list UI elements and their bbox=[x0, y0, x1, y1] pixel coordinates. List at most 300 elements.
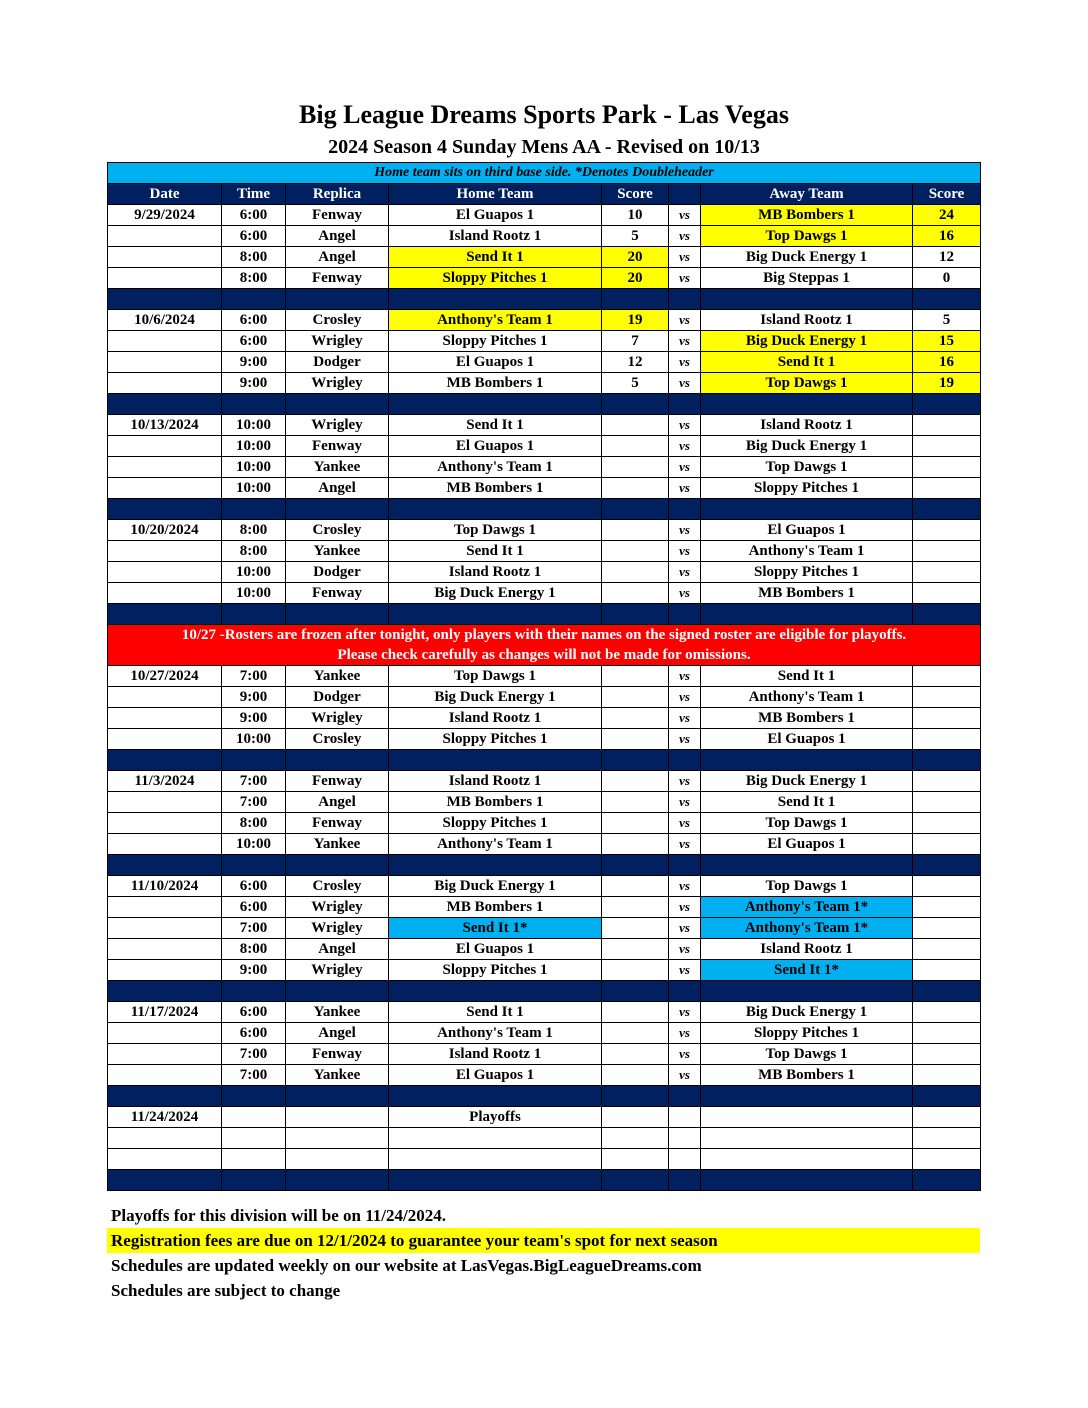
home-team: Sloppy Pitches 1 bbox=[389, 268, 602, 289]
away-team: Anthony's Team 1* bbox=[701, 918, 913, 939]
replica-field bbox=[286, 1107, 389, 1128]
game-date bbox=[108, 708, 222, 729]
vs-label: vs bbox=[669, 310, 701, 331]
separator-cell bbox=[286, 981, 389, 1002]
game-time: 9:00 bbox=[222, 352, 286, 373]
away-team: MB Bombers 1 bbox=[701, 205, 913, 226]
replica-field: Yankee bbox=[286, 834, 389, 855]
vs-label: vs bbox=[669, 583, 701, 604]
separator-cell bbox=[669, 499, 701, 520]
game-time: 9:00 bbox=[222, 687, 286, 708]
vs-label: vs bbox=[669, 268, 701, 289]
away-score bbox=[913, 1128, 981, 1149]
home-team: Send It 1 bbox=[389, 247, 602, 268]
home-team bbox=[389, 1128, 602, 1149]
page-title: Big League Dreams Sports Park - Las Vegas bbox=[299, 100, 789, 129]
away-team: MB Bombers 1 bbox=[701, 1065, 913, 1086]
game-row bbox=[108, 1002, 981, 1023]
game-row bbox=[108, 541, 981, 562]
game-time: 10:00 bbox=[222, 415, 286, 436]
home-team: Sloppy Pitches 1 bbox=[389, 331, 602, 352]
away-score: 5 bbox=[913, 310, 981, 331]
separator-cell bbox=[669, 1170, 701, 1191]
away-score bbox=[913, 897, 981, 918]
separator-cell bbox=[602, 604, 669, 625]
away-team: Top Dawgs 1 bbox=[701, 457, 913, 478]
vs-label: vs bbox=[669, 1002, 701, 1023]
replica-field: Fenway bbox=[286, 1044, 389, 1065]
away-team: Island Rootz 1 bbox=[701, 415, 913, 436]
separator-cell bbox=[701, 855, 913, 876]
game-row bbox=[108, 247, 981, 268]
away-team: Big Duck Energy 1 bbox=[701, 1002, 913, 1023]
separator-cell bbox=[913, 1086, 981, 1107]
game-row bbox=[108, 939, 981, 960]
game-row bbox=[108, 205, 981, 226]
game-time: 6:00 bbox=[222, 310, 286, 331]
home-score bbox=[602, 436, 669, 457]
game-row bbox=[108, 226, 981, 247]
home-team: Sloppy Pitches 1 bbox=[389, 729, 602, 750]
header-vs-spacer bbox=[669, 184, 701, 205]
separator-cell bbox=[701, 499, 913, 520]
game-time: 7:00 bbox=[222, 1044, 286, 1065]
away-score: 19 bbox=[913, 373, 981, 394]
home-score bbox=[602, 1065, 669, 1086]
separator-cell bbox=[389, 394, 602, 415]
away-score bbox=[913, 1044, 981, 1065]
game-time: 7:00 bbox=[222, 792, 286, 813]
separator-cell bbox=[389, 750, 602, 771]
week-separator-row bbox=[108, 855, 981, 876]
home-team: Top Dawgs 1 bbox=[389, 520, 602, 541]
registration-note: Registration fees are due on 12/1/2024 to guarantee your team's spot for next season bbox=[107, 1228, 980, 1253]
away-score bbox=[913, 562, 981, 583]
home-team: Island Rootz 1 bbox=[389, 562, 602, 583]
home-score bbox=[602, 562, 669, 583]
separator-cell bbox=[602, 1086, 669, 1107]
game-row bbox=[108, 415, 981, 436]
separator-cell bbox=[222, 1170, 286, 1191]
game-date: 11/10/2024 bbox=[108, 876, 222, 897]
away-team: Big Duck Energy 1 bbox=[701, 331, 913, 352]
home-score bbox=[602, 687, 669, 708]
away-score bbox=[913, 960, 981, 981]
home-team: El Guapos 1 bbox=[389, 1065, 602, 1086]
home-score bbox=[602, 771, 669, 792]
replica-field: Fenway bbox=[286, 268, 389, 289]
replica-field: Fenway bbox=[286, 205, 389, 226]
home-score bbox=[602, 1128, 669, 1149]
home-team: MB Bombers 1 bbox=[389, 478, 602, 499]
separator-cell bbox=[286, 394, 389, 415]
vs-label: vs bbox=[669, 520, 701, 541]
separator-cell bbox=[222, 604, 286, 625]
game-date bbox=[108, 813, 222, 834]
game-date bbox=[108, 562, 222, 583]
game-row bbox=[108, 897, 981, 918]
separator-cell bbox=[913, 1170, 981, 1191]
replica-field: Angel bbox=[286, 478, 389, 499]
roster-alert-line-1: 10/27 -Rosters are frozen after tonight, only players with their names on the signed roster are eligible for playoffs. bbox=[181, 627, 907, 643]
away-score bbox=[913, 436, 981, 457]
playoffs-note: Playoffs for this division will be on 11/24/2024. bbox=[111, 1206, 447, 1225]
home-score bbox=[602, 834, 669, 855]
week-separator-row bbox=[108, 750, 981, 771]
game-row bbox=[108, 813, 981, 834]
vs-label: vs bbox=[669, 541, 701, 562]
away-score bbox=[913, 729, 981, 750]
vs-label: vs bbox=[669, 813, 701, 834]
separator-cell bbox=[669, 394, 701, 415]
separator-cell bbox=[222, 855, 286, 876]
game-time: 9:00 bbox=[222, 960, 286, 981]
separator-cell bbox=[602, 1170, 669, 1191]
away-team: Sloppy Pitches 1 bbox=[701, 478, 913, 499]
separator-cell bbox=[108, 981, 222, 1002]
game-time: 10:00 bbox=[222, 478, 286, 499]
home-score: 20 bbox=[602, 268, 669, 289]
separator-cell bbox=[389, 981, 602, 1002]
vs-label: vs bbox=[669, 373, 701, 394]
game-row bbox=[108, 457, 981, 478]
vs-label bbox=[669, 1107, 701, 1128]
game-row bbox=[108, 331, 981, 352]
vs-label: vs bbox=[669, 729, 701, 750]
away-score bbox=[913, 1023, 981, 1044]
game-date bbox=[108, 226, 222, 247]
game-time: 6:00 bbox=[222, 331, 286, 352]
header-away-score: Score bbox=[913, 184, 981, 205]
away-team: Island Rootz 1 bbox=[701, 939, 913, 960]
away-score bbox=[913, 1002, 981, 1023]
replica-field: Angel bbox=[286, 792, 389, 813]
away-team: MB Bombers 1 bbox=[701, 708, 913, 729]
replica-field: Wrigley bbox=[286, 708, 389, 729]
away-score: 0 bbox=[913, 268, 981, 289]
away-team: Send It 1 bbox=[701, 792, 913, 813]
separator-cell bbox=[669, 604, 701, 625]
away-score bbox=[913, 939, 981, 960]
away-team: Anthony's Team 1* bbox=[701, 897, 913, 918]
game-time: 8:00 bbox=[222, 268, 286, 289]
replica-field: Fenway bbox=[286, 771, 389, 792]
home-score: 10 bbox=[602, 205, 669, 226]
game-row bbox=[108, 1044, 981, 1065]
separator-cell bbox=[389, 289, 602, 310]
away-score bbox=[913, 687, 981, 708]
away-score bbox=[913, 813, 981, 834]
away-score bbox=[913, 876, 981, 897]
separator-cell bbox=[108, 1086, 222, 1107]
home-team: MB Bombers 1 bbox=[389, 373, 602, 394]
page-subtitle: 2024 Season 4 Sunday Mens AA - Revised on 10/13 bbox=[328, 136, 760, 158]
game-row bbox=[108, 1065, 981, 1086]
home-team: Big Duck Energy 1 bbox=[389, 583, 602, 604]
replica-field: Crosley bbox=[286, 310, 389, 331]
game-date: 10/13/2024 bbox=[108, 415, 222, 436]
game-date bbox=[108, 939, 222, 960]
vs-label: vs bbox=[669, 708, 701, 729]
replica-field: Wrigley bbox=[286, 415, 389, 436]
separator-cell bbox=[389, 604, 602, 625]
header-home-score: Score bbox=[602, 184, 669, 205]
game-time bbox=[222, 1128, 286, 1149]
home-team: Anthony's Team 1 bbox=[389, 1023, 602, 1044]
doubleheader-note-row bbox=[108, 163, 981, 184]
away-team: Big Duck Energy 1 bbox=[701, 247, 913, 268]
separator-cell bbox=[108, 394, 222, 415]
replica-field bbox=[286, 1149, 389, 1170]
replica-field: Wrigley bbox=[286, 373, 389, 394]
home-team: Send It 1 bbox=[389, 415, 602, 436]
game-time: 7:00 bbox=[222, 918, 286, 939]
game-time: 6:00 bbox=[222, 897, 286, 918]
separator-cell bbox=[222, 394, 286, 415]
vs-label: vs bbox=[669, 876, 701, 897]
home-team: Send It 1 bbox=[389, 1002, 602, 1023]
separator-cell bbox=[913, 604, 981, 625]
game-date bbox=[108, 478, 222, 499]
vs-label: vs bbox=[669, 226, 701, 247]
game-row bbox=[108, 918, 981, 939]
away-team: Top Dawgs 1 bbox=[701, 813, 913, 834]
replica-field: Crosley bbox=[286, 876, 389, 897]
game-row bbox=[108, 876, 981, 897]
home-team bbox=[389, 1149, 602, 1170]
replica-field: Wrigley bbox=[286, 897, 389, 918]
game-date bbox=[108, 729, 222, 750]
home-score bbox=[602, 792, 669, 813]
game-date bbox=[108, 583, 222, 604]
home-score bbox=[602, 478, 669, 499]
home-score bbox=[602, 1149, 669, 1170]
vs-label: vs bbox=[669, 897, 701, 918]
game-row bbox=[108, 687, 981, 708]
game-date: 9/29/2024 bbox=[108, 205, 222, 226]
separator-cell bbox=[669, 750, 701, 771]
game-row bbox=[108, 1107, 981, 1128]
game-time: 6:00 bbox=[222, 876, 286, 897]
game-time: 10:00 bbox=[222, 729, 286, 750]
separator-cell bbox=[222, 1086, 286, 1107]
away-team: El Guapos 1 bbox=[701, 520, 913, 541]
home-score bbox=[602, 960, 669, 981]
replica-field: Angel bbox=[286, 1023, 389, 1044]
separator-cell bbox=[913, 855, 981, 876]
vs-label: vs bbox=[669, 352, 701, 373]
away-team: El Guapos 1 bbox=[701, 729, 913, 750]
game-date bbox=[108, 331, 222, 352]
separator-cell bbox=[108, 604, 222, 625]
game-date bbox=[108, 792, 222, 813]
away-team: MB Bombers 1 bbox=[701, 583, 913, 604]
home-score bbox=[602, 939, 669, 960]
separator-cell bbox=[701, 604, 913, 625]
game-time: 7:00 bbox=[222, 771, 286, 792]
home-score bbox=[602, 457, 669, 478]
separator-cell bbox=[701, 750, 913, 771]
game-date: 10/20/2024 bbox=[108, 520, 222, 541]
game-date: 10/27/2024 bbox=[108, 666, 222, 687]
game-date bbox=[108, 1065, 222, 1086]
away-score bbox=[913, 834, 981, 855]
game-time: 10:00 bbox=[222, 457, 286, 478]
home-score: 7 bbox=[602, 331, 669, 352]
separator-cell bbox=[286, 604, 389, 625]
home-team: Send It 1 bbox=[389, 541, 602, 562]
week-separator-row bbox=[108, 981, 981, 1002]
vs-label: vs bbox=[669, 960, 701, 981]
home-score bbox=[602, 813, 669, 834]
schedule-table bbox=[107, 162, 981, 1191]
game-time: 6:00 bbox=[222, 1023, 286, 1044]
home-team: Island Rootz 1 bbox=[389, 1044, 602, 1065]
game-date bbox=[108, 541, 222, 562]
vs-label: vs bbox=[669, 771, 701, 792]
game-row bbox=[108, 310, 981, 331]
game-row bbox=[108, 1128, 981, 1149]
week-separator-row bbox=[108, 394, 981, 415]
separator-cell bbox=[222, 981, 286, 1002]
home-team: Anthony's Team 1 bbox=[389, 457, 602, 478]
game-row bbox=[108, 478, 981, 499]
replica-field: Dodger bbox=[286, 352, 389, 373]
home-team: Sloppy Pitches 1 bbox=[389, 813, 602, 834]
vs-label: vs bbox=[669, 436, 701, 457]
home-score bbox=[602, 541, 669, 562]
away-score bbox=[913, 771, 981, 792]
separator-cell bbox=[602, 855, 669, 876]
roster-alert-line-2: Please check carefully as changes will not be made for omissions. bbox=[337, 647, 751, 663]
home-team: Sloppy Pitches 1 bbox=[389, 960, 602, 981]
game-time: 8:00 bbox=[222, 541, 286, 562]
game-row bbox=[108, 436, 981, 457]
vs-label: vs bbox=[669, 415, 701, 436]
away-team bbox=[701, 1149, 913, 1170]
game-time: 8:00 bbox=[222, 813, 286, 834]
home-score: 20 bbox=[602, 247, 669, 268]
game-date bbox=[108, 834, 222, 855]
home-team: Playoffs bbox=[389, 1107, 602, 1128]
separator-cell bbox=[108, 499, 222, 520]
separator-cell bbox=[389, 1086, 602, 1107]
away-score bbox=[913, 708, 981, 729]
header-away-team: Away Team bbox=[701, 184, 913, 205]
week-separator-row bbox=[108, 604, 981, 625]
home-score bbox=[602, 1044, 669, 1065]
away-score bbox=[913, 666, 981, 687]
home-score bbox=[602, 876, 669, 897]
away-score bbox=[913, 541, 981, 562]
game-date bbox=[108, 352, 222, 373]
away-team: Top Dawgs 1 bbox=[701, 373, 913, 394]
separator-cell bbox=[701, 1170, 913, 1191]
replica-field: Fenway bbox=[286, 583, 389, 604]
header-date: Date bbox=[108, 184, 222, 205]
home-team: MB Bombers 1 bbox=[389, 792, 602, 813]
separator-cell bbox=[602, 981, 669, 1002]
week-separator-row bbox=[108, 1170, 981, 1191]
away-score: 24 bbox=[913, 205, 981, 226]
home-score bbox=[602, 1107, 669, 1128]
vs-label: vs bbox=[669, 918, 701, 939]
home-team: Big Duck Energy 1 bbox=[389, 876, 602, 897]
away-team: Anthony's Team 1 bbox=[701, 687, 913, 708]
away-team: Island Rootz 1 bbox=[701, 310, 913, 331]
home-score bbox=[602, 729, 669, 750]
game-time bbox=[222, 1149, 286, 1170]
game-date bbox=[108, 373, 222, 394]
away-team: Send It 1 bbox=[701, 352, 913, 373]
separator-cell bbox=[669, 1086, 701, 1107]
away-team bbox=[701, 1107, 913, 1128]
vs-label: vs bbox=[669, 1044, 701, 1065]
separator-cell bbox=[222, 750, 286, 771]
replica-field: Dodger bbox=[286, 562, 389, 583]
home-team: El Guapos 1 bbox=[389, 436, 602, 457]
separator-cell bbox=[913, 394, 981, 415]
vs-label: vs bbox=[669, 457, 701, 478]
vs-label: vs bbox=[669, 792, 701, 813]
away-score bbox=[913, 1065, 981, 1086]
away-team: Anthony's Team 1 bbox=[701, 541, 913, 562]
game-time: 10:00 bbox=[222, 583, 286, 604]
game-time bbox=[222, 1107, 286, 1128]
game-time: 10:00 bbox=[222, 834, 286, 855]
header-home-team: Home Team bbox=[389, 184, 602, 205]
home-team: Anthony's Team 1 bbox=[389, 310, 602, 331]
replica-field: Yankee bbox=[286, 457, 389, 478]
game-row bbox=[108, 960, 981, 981]
header-row bbox=[108, 184, 981, 205]
home-score bbox=[602, 1023, 669, 1044]
vs-label: vs bbox=[669, 562, 701, 583]
separator-cell bbox=[286, 1086, 389, 1107]
separator-cell bbox=[222, 499, 286, 520]
replica-field: Fenway bbox=[286, 813, 389, 834]
game-row bbox=[108, 583, 981, 604]
home-team: Anthony's Team 1 bbox=[389, 834, 602, 855]
game-time: 7:00 bbox=[222, 1065, 286, 1086]
away-team: Top Dawgs 1 bbox=[701, 876, 913, 897]
replica-field: Wrigley bbox=[286, 960, 389, 981]
home-team: Island Rootz 1 bbox=[389, 226, 602, 247]
separator-cell bbox=[389, 499, 602, 520]
game-row bbox=[108, 792, 981, 813]
separator-cell bbox=[222, 289, 286, 310]
game-date bbox=[108, 1023, 222, 1044]
game-row bbox=[108, 771, 981, 792]
separator-cell bbox=[602, 394, 669, 415]
separator-cell bbox=[286, 289, 389, 310]
home-score: 12 bbox=[602, 352, 669, 373]
game-date bbox=[108, 918, 222, 939]
separator-cell bbox=[701, 289, 913, 310]
separator-cell bbox=[913, 981, 981, 1002]
away-team: Sloppy Pitches 1 bbox=[701, 562, 913, 583]
separator-cell bbox=[913, 750, 981, 771]
home-score bbox=[602, 918, 669, 939]
roster-alert-row bbox=[108, 625, 981, 666]
header-replica: Replica bbox=[286, 184, 389, 205]
roster-alert bbox=[108, 625, 981, 666]
away-score bbox=[913, 918, 981, 939]
home-team: El Guapos 1 bbox=[389, 939, 602, 960]
vs-label: vs bbox=[669, 1023, 701, 1044]
home-score bbox=[602, 520, 669, 541]
separator-cell bbox=[286, 750, 389, 771]
